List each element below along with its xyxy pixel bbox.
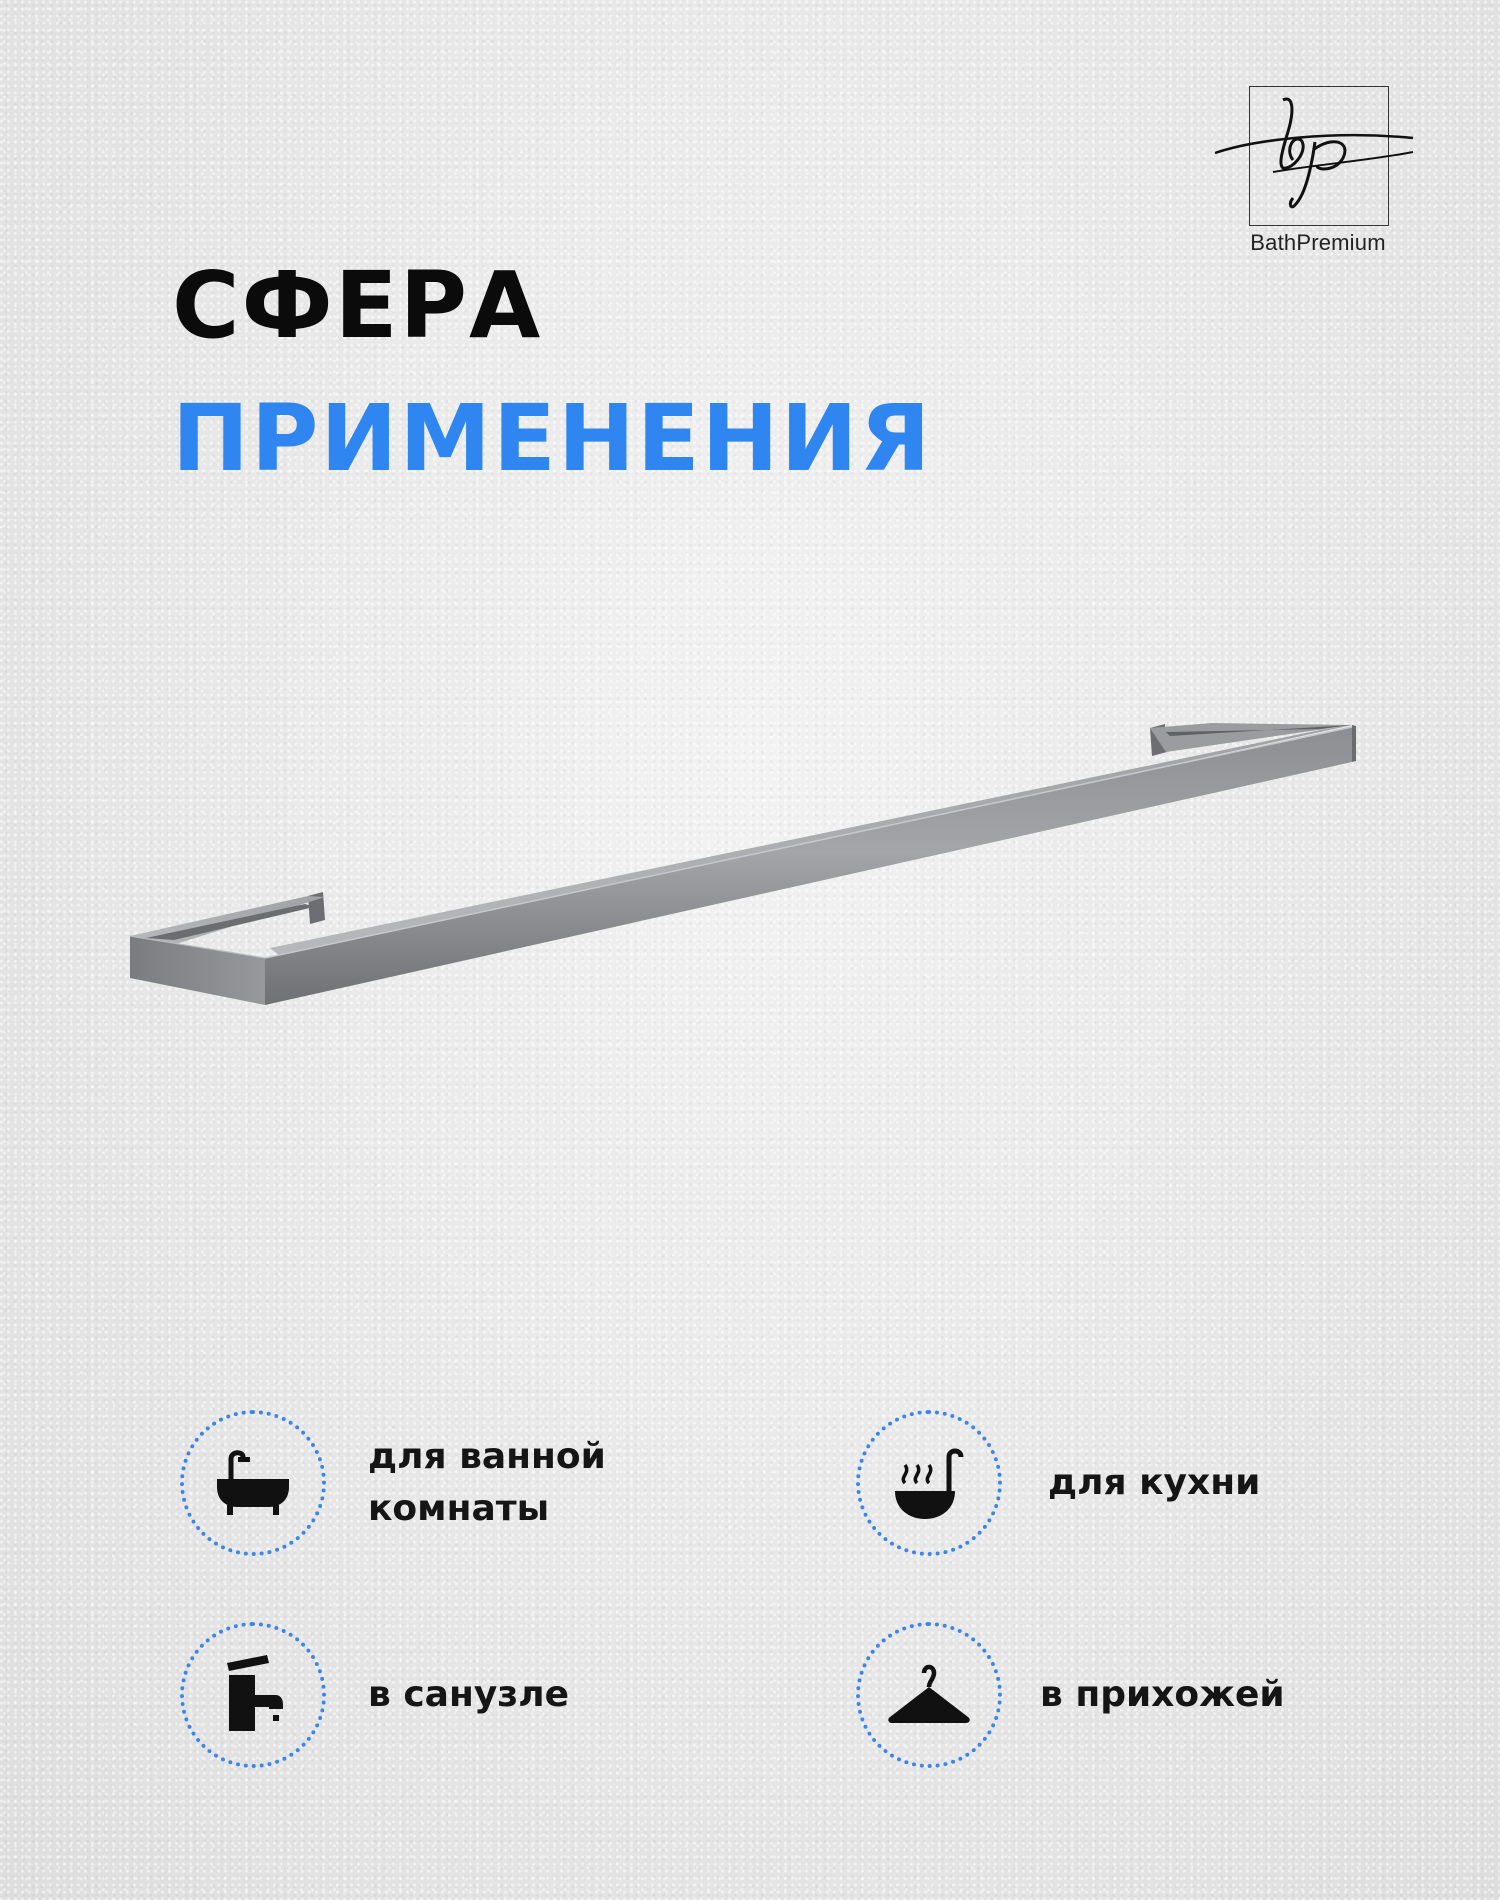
- headline-line-2: ПРИМЕНЕНИЯ: [172, 385, 933, 492]
- bathtub-icon: [213, 1443, 293, 1523]
- feature-restroom: [180, 1622, 569, 1768]
- feature-label: в прихожей: [1040, 1674, 1285, 1715]
- feature-label-line-2: комнаты: [368, 1488, 550, 1529]
- feature-label: в санузле: [368, 1674, 569, 1715]
- brand-name: BathPremium: [1250, 230, 1386, 255]
- towel-bar-image: [120, 700, 1370, 1100]
- logo-monogram-icon: [1213, 80, 1423, 240]
- feature-bathroom: [180, 1410, 606, 1556]
- feature-icon-ring: [180, 1410, 326, 1556]
- feature-hallway: [856, 1622, 1285, 1768]
- feature-label: [368, 1431, 606, 1535]
- ladle-icon: [889, 1443, 969, 1523]
- hanger-icon: [884, 1655, 974, 1735]
- feature-label: для кухни: [1048, 1462, 1261, 1503]
- feature-icon-ring: [180, 1622, 326, 1768]
- headline-line-1: СФЕРА: [172, 252, 543, 359]
- brand-logo: [1213, 80, 1423, 260]
- feature-icon-ring: [856, 1622, 1002, 1768]
- feature-icon-ring: [856, 1410, 1002, 1556]
- feature-kitchen: [856, 1410, 1260, 1556]
- feature-label-line-1: для ванной: [368, 1436, 606, 1477]
- faucet-icon: [213, 1655, 293, 1735]
